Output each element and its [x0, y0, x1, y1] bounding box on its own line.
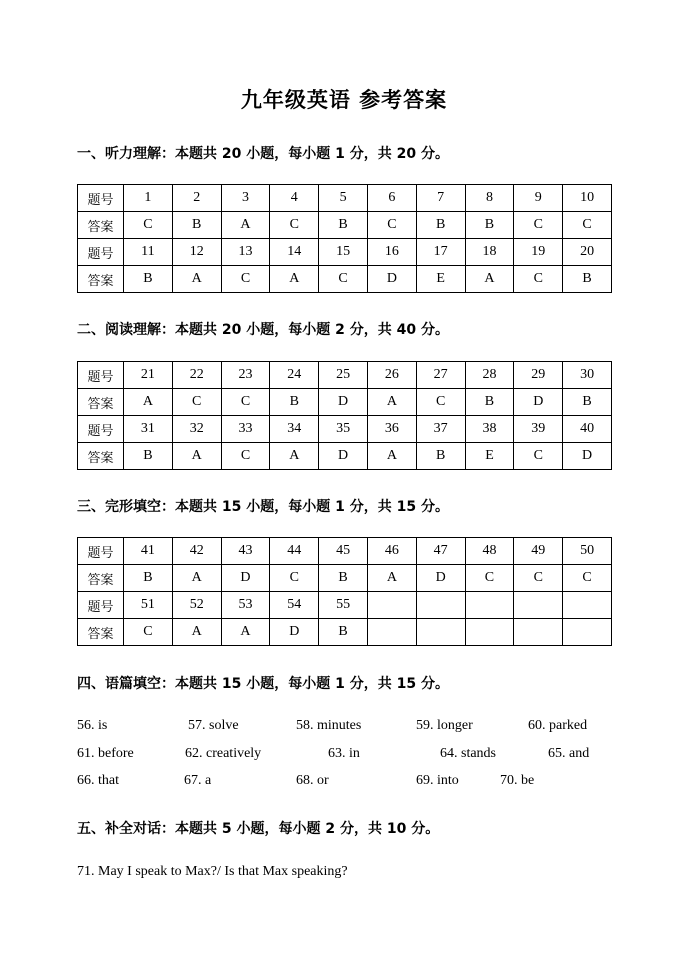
answer-row	[78, 266, 612, 293]
answer-cell: A	[172, 266, 221, 293]
answer-cell: D	[319, 443, 368, 470]
answer-cell: B	[563, 266, 612, 293]
row-label-number: 题号	[78, 538, 124, 565]
answer-cell	[514, 619, 563, 646]
answer-cell: E	[416, 266, 465, 293]
answer-cell: C	[221, 443, 270, 470]
question-number-row	[78, 416, 612, 443]
answer-cell: C	[563, 212, 612, 239]
listening-answer-table	[77, 184, 612, 293]
question-number-cell: 43	[221, 538, 270, 565]
question-number-cell: 14	[270, 239, 319, 266]
answer-cell: A	[465, 266, 514, 293]
answer-cell: C	[416, 389, 465, 416]
gap-fill-row	[0, 746, 688, 766]
question-number-cell: 2	[172, 185, 221, 212]
section-heading-dialogue: 五、补全对话：本题共 5 小题，每小题 2 分，共 10 分。	[77, 821, 440, 837]
answer-cell: D	[514, 389, 563, 416]
question-number-cell: 5	[319, 185, 368, 212]
answer-row	[78, 565, 612, 592]
gap-fill-answer: 60. parked	[528, 718, 588, 733]
question-number-cell: 33	[221, 416, 270, 443]
answer-cell	[367, 619, 416, 646]
gap-fill-answer: 58. minutes	[296, 718, 362, 733]
dialogue-answer-71: 71. May I speak to Max?/ Is that Max speaking?	[77, 864, 348, 879]
answer-cell: A	[270, 443, 319, 470]
gap-fill-answer: 62. creatively	[185, 746, 262, 761]
answer-cell: A	[270, 266, 319, 293]
question-number-cell: 16	[367, 239, 416, 266]
answer-cell	[416, 619, 465, 646]
question-number-cell: 11	[124, 239, 173, 266]
answer-cell: C	[221, 389, 270, 416]
question-number-cell: 19	[514, 239, 563, 266]
question-number-cell: 9	[514, 185, 563, 212]
answer-cell: C	[514, 266, 563, 293]
answer-cell: D	[367, 266, 416, 293]
answer-cell: C	[270, 212, 319, 239]
question-number-cell: 29	[514, 362, 563, 389]
question-number-cell: 40	[563, 416, 612, 443]
question-number-cell: 1	[124, 185, 173, 212]
question-number-cell: 35	[319, 416, 368, 443]
gap-fill-answer: 61. before	[77, 746, 134, 761]
answer-cell: A	[124, 389, 173, 416]
row-label-number: 题号	[78, 239, 124, 266]
question-number-cell: 24	[270, 362, 319, 389]
answer-cell: B	[319, 619, 368, 646]
question-number-row	[78, 538, 612, 565]
question-number-cell: 12	[172, 239, 221, 266]
gap-fill-answer: 56. is	[77, 718, 108, 733]
answer-cell	[465, 619, 514, 646]
row-label-answer: 答案	[78, 389, 124, 416]
answer-cell: C	[124, 212, 173, 239]
answer-cell: B	[124, 443, 173, 470]
answer-cell: C	[514, 565, 563, 592]
answer-cell	[563, 619, 612, 646]
answer-cell: C	[172, 389, 221, 416]
answer-cell: B	[124, 266, 173, 293]
row-label-number: 题号	[78, 416, 124, 443]
question-number-cell: 54	[270, 592, 319, 619]
question-number-cell: 45	[319, 538, 368, 565]
answer-cell: C	[124, 619, 173, 646]
answer-cell: B	[270, 389, 319, 416]
question-number-cell: 41	[124, 538, 173, 565]
question-number-cell: 48	[465, 538, 514, 565]
section-heading-reading: 二、阅读理解：本题共 20 小题，每小题 2 分，共 40 分。	[77, 322, 449, 338]
question-number-cell: 31	[124, 416, 173, 443]
gap-fill-row	[0, 718, 688, 738]
answer-row	[78, 443, 612, 470]
answer-row	[78, 212, 612, 239]
row-label-number: 题号	[78, 592, 124, 619]
question-number-cell: 6	[367, 185, 416, 212]
question-number-cell: 50	[563, 538, 612, 565]
answer-cell: C	[319, 266, 368, 293]
answer-cell: C	[465, 565, 514, 592]
gap-fill-answer: 63. in	[328, 746, 360, 761]
answer-cell: D	[270, 619, 319, 646]
row-label-answer: 答案	[78, 212, 124, 239]
answer-cell: D	[416, 565, 465, 592]
question-number-cell	[416, 592, 465, 619]
question-number-row	[78, 185, 612, 212]
question-number-cell: 44	[270, 538, 319, 565]
gap-fill-answer: 65. and	[548, 746, 590, 761]
question-number-cell: 7	[416, 185, 465, 212]
question-number-cell	[514, 592, 563, 619]
question-number-cell: 38	[465, 416, 514, 443]
section-heading-gap-fill: 四、语篇填空：本题共 15 小题，每小题 1 分，共 15 分。	[77, 676, 449, 692]
answer-cell: A	[367, 443, 416, 470]
answer-cell: A	[221, 212, 270, 239]
answer-cell: B	[319, 565, 368, 592]
answer-cell: A	[367, 565, 416, 592]
answer-cell: C	[367, 212, 416, 239]
answer-cell: A	[172, 619, 221, 646]
answer-cell: A	[221, 619, 270, 646]
question-number-cell: 25	[319, 362, 368, 389]
question-number-row	[78, 592, 612, 619]
answer-cell: B	[465, 389, 514, 416]
answer-cell: B	[124, 565, 173, 592]
answer-cell: B	[416, 443, 465, 470]
question-number-cell: 26	[367, 362, 416, 389]
question-number-cell: 18	[465, 239, 514, 266]
question-number-cell	[465, 592, 514, 619]
answer-cell: D	[319, 389, 368, 416]
question-number-cell: 30	[563, 362, 612, 389]
gap-fill-answer: 64. stands	[440, 746, 496, 761]
question-number-cell: 23	[221, 362, 270, 389]
answer-row	[78, 389, 612, 416]
question-number-cell: 20	[563, 239, 612, 266]
question-number-cell: 46	[367, 538, 416, 565]
question-number-cell	[367, 592, 416, 619]
gap-fill-answer: 67. a	[184, 773, 212, 788]
question-number-cell: 21	[124, 362, 173, 389]
gap-fill-answer: 57. solve	[188, 718, 239, 733]
section-heading-cloze: 三、完形填空：本题共 15 小题，每小题 1 分，共 15 分。	[77, 499, 449, 515]
question-number-cell: 47	[416, 538, 465, 565]
answer-cell: D	[563, 443, 612, 470]
gap-fill-answer: 66. that	[77, 773, 119, 788]
answer-cell: A	[172, 443, 221, 470]
answer-cell: A	[172, 565, 221, 592]
question-number-row	[78, 239, 612, 266]
answer-cell: B	[465, 212, 514, 239]
answer-row	[78, 619, 612, 646]
page-title: 九年级英语 参考答案	[240, 88, 448, 112]
question-number-cell: 52	[172, 592, 221, 619]
question-number-cell: 3	[221, 185, 270, 212]
question-number-cell: 32	[172, 416, 221, 443]
question-number-cell: 22	[172, 362, 221, 389]
question-number-cell: 55	[319, 592, 368, 619]
cloze-answer-table	[77, 537, 612, 646]
row-label-answer: 答案	[78, 443, 124, 470]
answer-cell: C	[270, 565, 319, 592]
answer-cell: C	[514, 443, 563, 470]
answer-cell: C	[563, 565, 612, 592]
question-number-cell: 27	[416, 362, 465, 389]
question-number-cell: 28	[465, 362, 514, 389]
row-label-number: 题号	[78, 362, 124, 389]
question-number-cell: 53	[221, 592, 270, 619]
section-heading-listening: 一、听力理解：本题共 20 小题，每小题 1 分，共 20 分。	[77, 146, 449, 162]
question-number-cell: 51	[124, 592, 173, 619]
gap-fill-answer: 69. into	[416, 773, 459, 788]
row-label-answer: 答案	[78, 266, 124, 293]
answer-cell: B	[172, 212, 221, 239]
question-number-cell: 4	[270, 185, 319, 212]
gap-fill-answer: 59. longer	[416, 718, 473, 733]
reading-answer-table	[77, 361, 612, 470]
question-number-cell: 17	[416, 239, 465, 266]
question-number-cell: 39	[514, 416, 563, 443]
answer-cell: B	[416, 212, 465, 239]
question-number-row	[78, 362, 612, 389]
question-number-cell: 10	[563, 185, 612, 212]
answer-cell: A	[367, 389, 416, 416]
question-number-cell: 36	[367, 416, 416, 443]
gap-fill-answer: 68. or	[296, 773, 329, 788]
question-number-cell	[563, 592, 612, 619]
question-number-cell: 37	[416, 416, 465, 443]
answer-cell: B	[563, 389, 612, 416]
question-number-cell: 8	[465, 185, 514, 212]
gap-fill-row	[0, 773, 688, 793]
answer-cell: C	[514, 212, 563, 239]
answer-cell: C	[221, 266, 270, 293]
gap-fill-answer: 70. be	[500, 773, 535, 788]
row-label-number: 题号	[78, 185, 124, 212]
question-number-cell: 15	[319, 239, 368, 266]
answer-cell: E	[465, 443, 514, 470]
question-number-cell: 13	[221, 239, 270, 266]
question-number-cell: 34	[270, 416, 319, 443]
answer-cell: D	[221, 565, 270, 592]
row-label-answer: 答案	[78, 565, 124, 592]
question-number-cell: 49	[514, 538, 563, 565]
question-number-cell: 42	[172, 538, 221, 565]
row-label-answer: 答案	[78, 619, 124, 646]
answer-cell: B	[319, 212, 368, 239]
